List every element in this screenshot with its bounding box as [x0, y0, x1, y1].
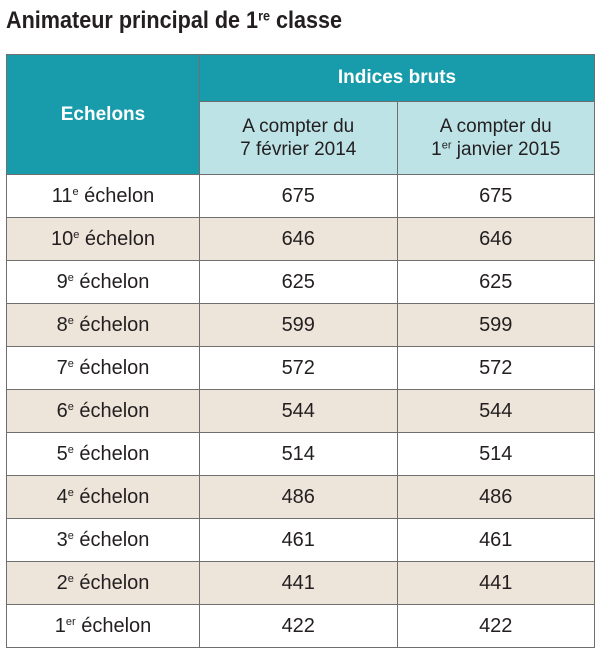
indice-2015: 422 [397, 605, 595, 648]
header-date-2015-line2-sup: er [441, 139, 452, 152]
indice-2014: 625 [200, 261, 398, 304]
table-row [7, 261, 595, 304]
indice-2015: 675 [397, 175, 595, 218]
header-date-2015 [397, 102, 595, 175]
indice-2015: 646 [397, 218, 595, 261]
echelon-label [7, 605, 200, 648]
indice-2014: 441 [200, 562, 398, 605]
echelon-word: échelon [78, 184, 155, 207]
header-echelons: Echelons [7, 55, 200, 175]
echelon-number: 9 [56, 270, 68, 293]
table-row [7, 347, 595, 390]
indice-2014: 544 [200, 390, 398, 433]
indice-2015: 544 [397, 390, 595, 433]
table-row [7, 562, 595, 605]
table-row [7, 605, 595, 648]
header-date-2014-line1: A compter du [242, 116, 355, 137]
echelon-label [7, 476, 200, 519]
echelon-number: 5 [56, 442, 68, 465]
echelon-word: échelon [73, 442, 150, 465]
echelon-number: 7 [56, 356, 68, 379]
indice-2015: 486 [397, 476, 595, 519]
header-date-2014-line2: 7 février 2014 [240, 139, 357, 160]
echelon-number: 10 [51, 227, 74, 250]
header-date-2015-line2-num: 1 [431, 139, 442, 160]
header-indices-bruts: Indices bruts [200, 55, 595, 102]
echelon-label [7, 304, 200, 347]
title-main: Animateur principal de 1 [6, 7, 259, 34]
echelon-ordinal-suffix: e [67, 271, 74, 284]
echelon-ordinal-suffix: e [72, 185, 79, 198]
indice-2014: 486 [200, 476, 398, 519]
table-row [7, 476, 595, 519]
header-date-2015-line2-rest: janvier 2015 [451, 139, 561, 160]
table-row [7, 304, 595, 347]
echelon-number: 11 [51, 184, 73, 207]
echelon-word: échelon [73, 356, 150, 379]
table-row [7, 519, 595, 562]
echelon-label [7, 261, 200, 304]
echelon-ordinal-suffix: e [67, 529, 74, 542]
echelon-word: échelon [73, 528, 150, 551]
echelon-number: 8 [56, 313, 68, 336]
echelon-number: 4 [56, 485, 68, 508]
echelon-ordinal-suffix: e [67, 572, 74, 585]
echelon-label [7, 218, 200, 261]
title-superscript: re [258, 7, 270, 24]
echelon-word: échelon [79, 227, 155, 250]
indice-2014: 514 [200, 433, 398, 476]
echelon-ordinal-suffix: e [67, 443, 74, 456]
echelon-word: échelon [73, 571, 150, 594]
echelon-word: échelon [73, 270, 150, 293]
indice-2014: 572 [200, 347, 398, 390]
echelon-word: échelon [73, 485, 150, 508]
indice-2015: 461 [397, 519, 595, 562]
indice-2015: 514 [397, 433, 595, 476]
indice-2015: 599 [397, 304, 595, 347]
echelon-ordinal-suffix: e [67, 486, 74, 499]
echelon-word: échelon [73, 399, 150, 422]
indice-2015: 625 [397, 261, 595, 304]
indice-2014: 422 [200, 605, 398, 648]
table-row [7, 390, 595, 433]
echelon-number: 1 [54, 614, 66, 637]
indice-2015: 572 [397, 347, 595, 390]
indice-2014: 461 [200, 519, 398, 562]
table-row [7, 175, 595, 218]
echelon-number: 2 [56, 571, 68, 594]
indice-2014: 646 [200, 218, 398, 261]
title-tail: classe [269, 7, 343, 34]
echelon-label [7, 175, 200, 218]
page-title [6, 4, 342, 38]
echelon-number: 3 [56, 528, 68, 551]
header-date-2014 [200, 102, 398, 175]
echelon-ordinal-suffix: er [65, 615, 76, 628]
echelons-table [6, 54, 595, 648]
echelon-ordinal-suffix: e [67, 400, 74, 413]
echelon-word: échelon [73, 313, 150, 336]
indice-2015: 441 [397, 562, 595, 605]
table-row [7, 433, 595, 476]
echelon-ordinal-suffix: e [73, 228, 80, 241]
table-row [7, 218, 595, 261]
echelon-label [7, 433, 200, 476]
echelon-label [7, 562, 200, 605]
echelon-ordinal-suffix: e [67, 314, 74, 327]
echelon-word: échelon [75, 614, 152, 637]
indice-2014: 599 [200, 304, 398, 347]
header-date-2015-line1: A compter du [439, 116, 552, 137]
echelon-label [7, 347, 200, 390]
echelon-label [7, 390, 200, 433]
echelon-number: 6 [56, 399, 68, 422]
indice-2014: 675 [200, 175, 398, 218]
echelon-label [7, 519, 200, 562]
echelon-ordinal-suffix: e [67, 357, 74, 370]
